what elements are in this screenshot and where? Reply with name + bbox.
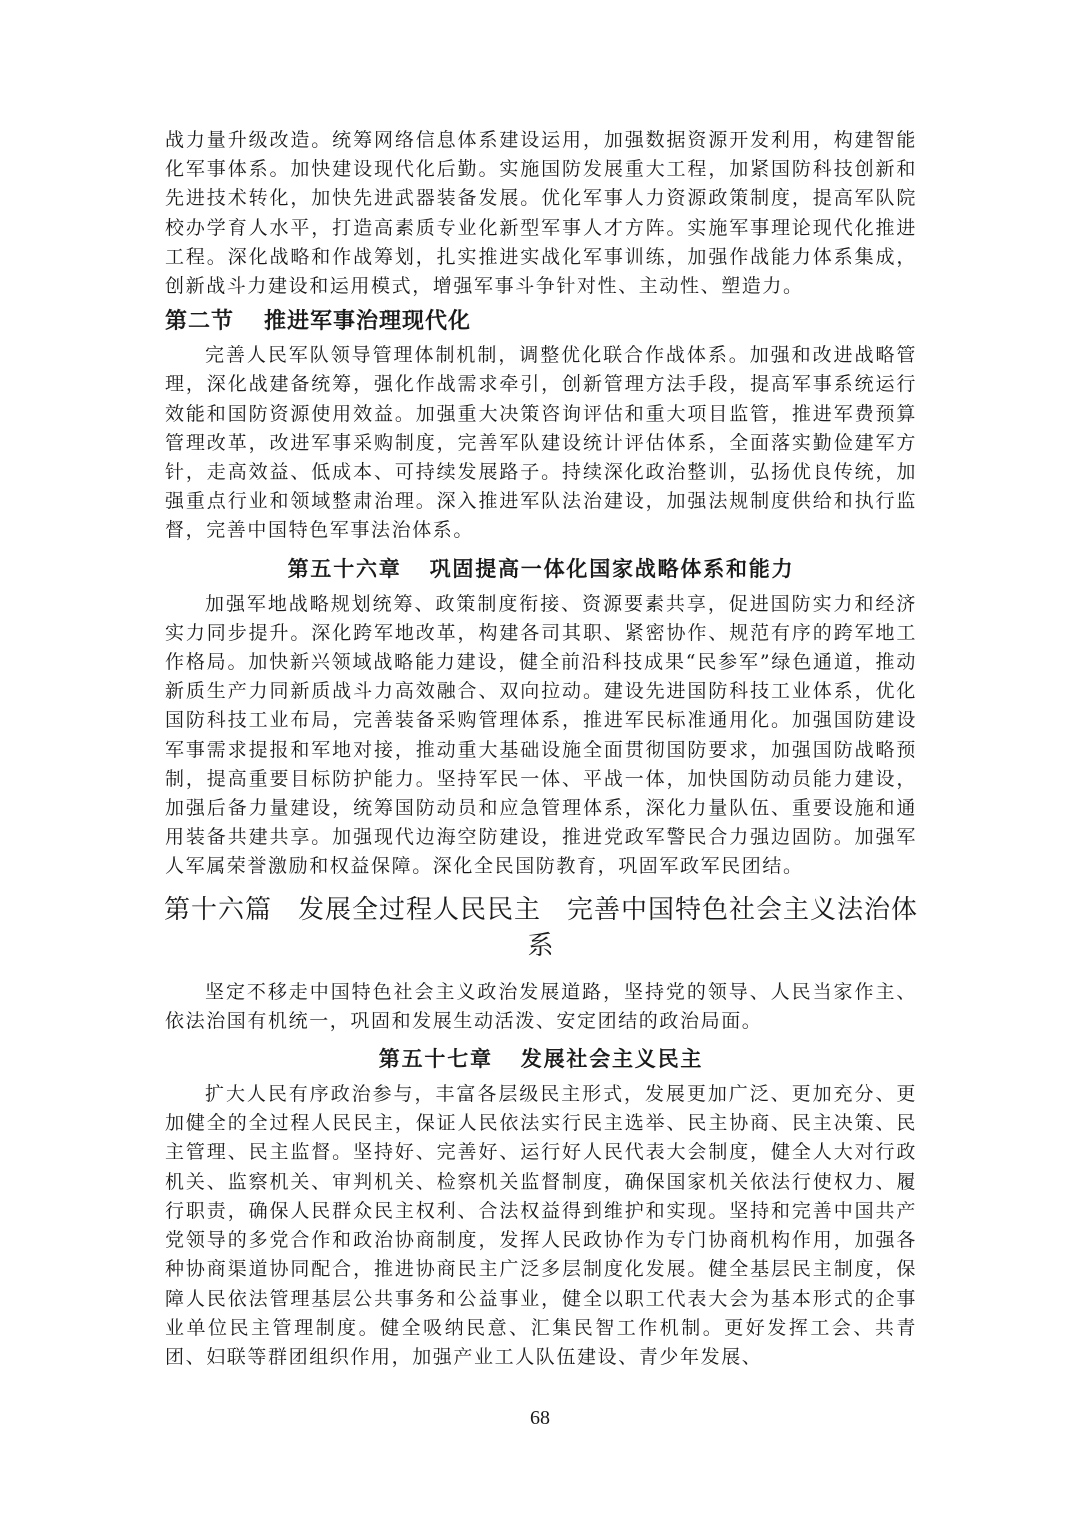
part-title-second: 完善中国特色社会主义法治体系 [527,894,919,961]
chapter-title: 发展社会主义民主 [520,1046,704,1072]
paragraph: 加强军地战略规划统筹、政策制度衔接、资源要素共享，促进国防实力和经济实力同步提升。深化跨军地改革，构建各司其职、紧密协作、规范有序的跨军地工作格局。加快新兴领域战略能力建设，健全前沿科技成果“民参军”绿色通道，推动新质生产力同新质战斗力高效融合、双向拉动。建设先进国防科技工业体系，优化国防科技工业布局，完善装备采购管理体系，推进军民标准通用化。加强国防建设军事需求提报和军地对接，推动重大基础设施全面贯彻国防要求，加强国防战略预制，提高重要目标防护能力。坚持军民一体、平战一体，加快国防动员能力建设，加强后备力量建设，统筹国防动员和应急管理体系，深化力量队伍、重要设施和通用装备共建共享。加强现代边海空防建设，推进党政军警民合力强边固防。加强军人军属荣誉激励和权益保障。深化全民国防教育，巩固军政军民团结。 [165,592,917,878]
section-number: 第二节 [165,309,235,335]
chapter-heading [165,552,917,586]
paragraph: 扩大人民有序政治参与，丰富各层级民主形式，发展更加广泛、更加充分、更加健全的全过程人民民主，保证人民依法实行民主选举、民主协商、民主决策、民主管理、民主监督。坚持好、完善好、运行好人民代表大会制度，健全人大对行政机关、监察机关、审判机关、检察机关监督制度，确保国家机关依法行使权力、履行职责，确保人民群众民主权利、合法权益得到维护和实现。坚持和完善中国共产党领导的多党合作和政治协商制度，发挥人民政协作为专门协商机构作用，加强各种协商渠道协同配合，推进协商民主广泛多层制度化发展。健全基层民主制度，保障人民依法管理基层公共事务和公益事业，健全以职工代表大会为基本形式的企事业单位民主管理制度。健全吸纳民意、汇集民智工作机制。更好发挥工会、共青团、妇联等群团组织作用，加强产业工人队伍建设、青少年发展、 [165,1083,917,1368]
page-body [165,126,917,1372]
section-heading [165,306,917,338]
paragraph: 完善人民军队领导管理体制机制，调整优化联合作战体系。加强和改进战略管理，深化战建备统筹，强化作战需求牵引，创新管理方法手段，提高军事系统运行效能和国防资源使用效益。加强重大决策咨询评估和重大项目监管，推进军费预算管理改革，改进军事采购制度，完善军队建设统计评估体系，全面落实勤俭建军方针，走高效益、低成本、可持续发展路子。持续深化政治整训，弘扬优良传统，加强重点行业和领域整肃治理。深入推进军队法治建设，加强法规制度供给和执行监督，完善中国特色军事法治体系。 [165,344,917,542]
chapter-number: 第五十六章 [287,555,402,581]
chapter-heading [165,1042,917,1076]
section-title: 推进军事治理现代化 [264,309,472,335]
chapter-title: 巩固提高一体化国家战略体系和能力 [429,555,795,581]
paragraph: 坚定不移走中国特色社会主义政治发展道路，坚持党的领导、人民当家作主、依法治国有机统一，巩固和发展生动活泼、安定团结的政治局面。 [165,980,917,1032]
page-number: 68 [530,1407,550,1429]
chapter-number: 第五十七章 [378,1046,493,1072]
part-heading [153,892,929,964]
part-title-first: 发展全过程人民民主 [297,894,541,925]
paragraph: 战力量升级改造。统筹网络信息体系建设运用，加强数据资源开发利用，构建智能化军事体系。加快建设现代化后勤。实施国防发展重大工程，加紧国防科技创新和先进技术转化，加快先进武器装备发展。优化军事人力资源政策制度，提高军队院校办学育人水平，打造高素质专业化新型军事人才方阵。实施军事理论现代化推进工程。深化战略和作战筹划，扎实推进实战化军事训练，加强作战能力体系集成，创新战斗力建设和运用模式，增强军事斗争针对性、主动性、塑造力。 [165,129,917,298]
part-number: 第十六篇 [163,894,272,925]
